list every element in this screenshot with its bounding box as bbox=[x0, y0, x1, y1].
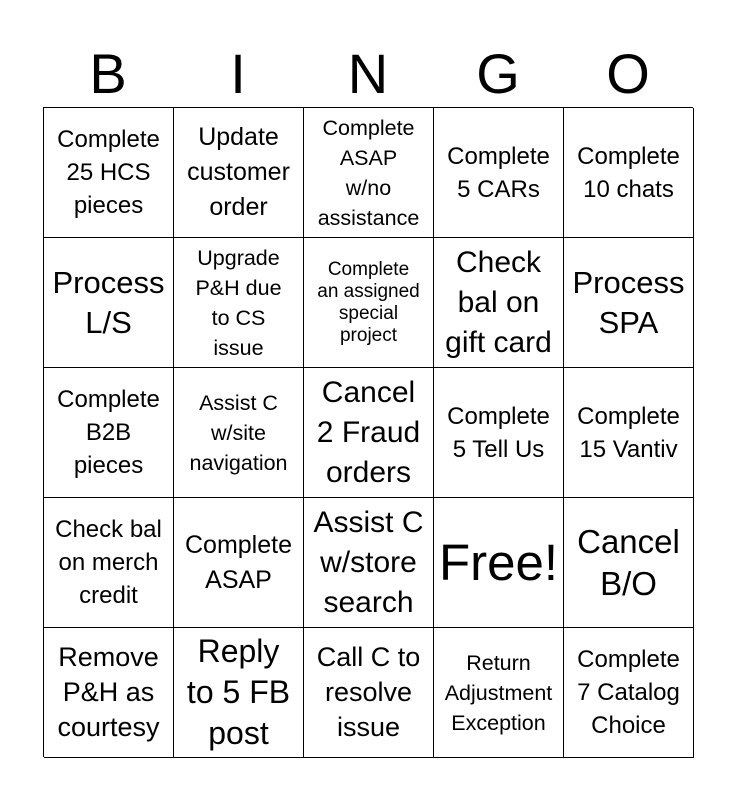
bingo-cell-r3c4[interactable]: Complete 5 Tell Us bbox=[434, 368, 564, 498]
bingo-cell-r2c3[interactable]: Complete an assigned special project bbox=[304, 238, 434, 368]
bingo-cell-r1c5[interactable]: Complete 10 chats bbox=[564, 108, 694, 238]
bingo-cell-r5c4[interactable]: Return Adjustment Exception bbox=[434, 628, 564, 758]
bingo-cell-r1c2[interactable]: Update customer order bbox=[174, 108, 304, 238]
header-letter-i: I bbox=[230, 42, 246, 105]
bingo-cell-r3c3[interactable]: Cancel 2 Fraud orders bbox=[304, 368, 434, 498]
bingo-cell-r1c4[interactable]: Complete 5 CARs bbox=[434, 108, 564, 238]
bingo-board bbox=[43, 107, 693, 757]
bingo-cell-r5c1[interactable]: Remove P&H as courtesy bbox=[44, 628, 174, 758]
bingo-cell-r2c4[interactable]: Check bal on gift card bbox=[434, 238, 564, 368]
bingo-cell-r1c3[interactable]: Complete ASAP w/no assistance bbox=[304, 108, 434, 238]
header-letter-n: N bbox=[347, 42, 389, 105]
bingo-cell-r4c3[interactable]: Assist C w/store search bbox=[304, 498, 434, 628]
bingo-cell-r1c1[interactable]: Complete 25 HCS pieces bbox=[44, 108, 174, 238]
bingo-cell-r4c5[interactable]: Cancel B/O bbox=[564, 498, 694, 628]
bingo-cell-r3c2[interactable]: Assist C w/site navigation bbox=[174, 368, 304, 498]
bingo-cell-r4c4-free[interactable]: Free! bbox=[434, 498, 564, 628]
bingo-cell-r5c3[interactable]: Call C to resolve issue bbox=[304, 628, 434, 758]
bingo-cell-r2c5[interactable]: Process SPA bbox=[564, 238, 694, 368]
header-letter-o: O bbox=[606, 42, 650, 105]
bingo-cell-r2c2[interactable]: Upgrade P&H due to CS issue bbox=[174, 238, 304, 368]
bingo-cell-r5c2[interactable]: Reply to 5 FB post bbox=[174, 628, 304, 758]
bingo-cell-r3c1[interactable]: Complete B2B pieces bbox=[44, 368, 174, 498]
bingo-cell-r2c1[interactable]: Process L/S bbox=[44, 238, 174, 368]
bingo-cell-r3c5[interactable]: Complete 15 Vantiv bbox=[564, 368, 694, 498]
header-letter-g: G bbox=[476, 42, 520, 105]
bingo-cell-r4c1[interactable]: Check bal on merch credit bbox=[44, 498, 174, 628]
bingo-cell-r5c5[interactable]: Complete 7 Catalog Choice bbox=[564, 628, 694, 758]
header-letter-b: B bbox=[89, 42, 127, 105]
bingo-header bbox=[43, 40, 693, 108]
bingo-cell-r4c2[interactable]: Complete ASAP bbox=[174, 498, 304, 628]
